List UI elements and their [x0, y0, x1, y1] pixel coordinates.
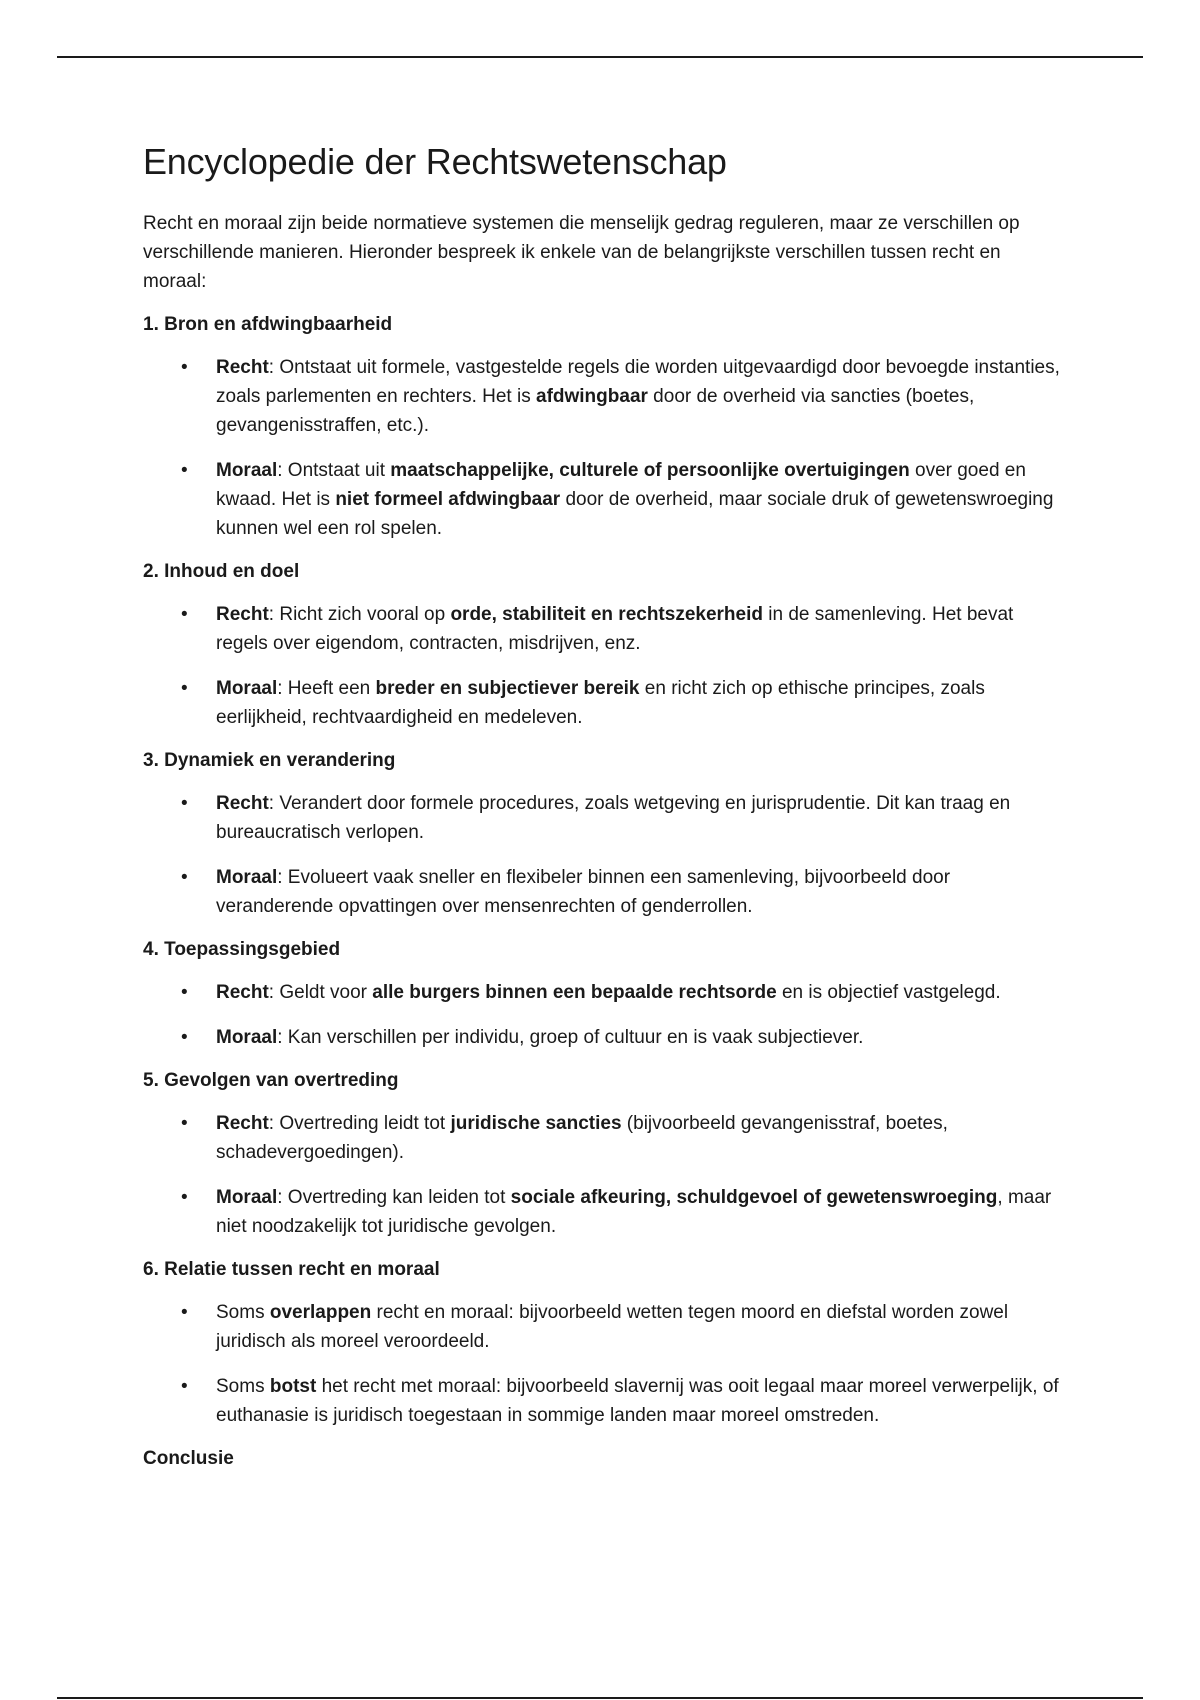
bullet-dot-icon: • — [181, 867, 188, 889]
bullet-dot-icon: • — [181, 1027, 188, 1049]
bottom-rule — [57, 1697, 1143, 1699]
list-item — [143, 1109, 1063, 1167]
section-heading: 4. Toepassingsgebied — [143, 939, 341, 961]
list-item — [143, 353, 1063, 440]
item-text: : Evolueert vaak sneller en flexibeler binnen een samenleving, bijvoorbeeld door veranderende opvattingen over mensenrechten of genderrollen. — [216, 867, 951, 918]
item-emphasis: orde, stabiliteit en rechtszekerheid — [450, 604, 763, 626]
item-lead-term: Moraal — [216, 460, 278, 482]
top-rule — [57, 56, 1143, 58]
item-text: en is objectief vastgelegd. — [776, 982, 1001, 1004]
list-item — [143, 674, 1063, 732]
item-lead-term: Recht — [216, 793, 269, 815]
item-text: : Ontstaat uit — [277, 460, 391, 482]
bullet-dot-icon: • — [181, 678, 188, 700]
item-lead-term: Moraal — [216, 867, 278, 889]
list-item — [143, 789, 1063, 847]
item-text: : Geldt voor — [268, 982, 373, 1004]
section-heading: 3. Dynamiek en verandering — [143, 750, 396, 772]
item-text: en richt zich op ethische principes, zoals eerlijkheid, rechtvaardigheid en medeleven. — [216, 678, 985, 729]
list-item — [143, 978, 1063, 1007]
item-text: in de samenleving. Het bevat regels over eigendom, contracten, misdrijven, enz. — [216, 604, 1014, 655]
item-text: door de overheid via sancties (boetes, gevangenisstraffen, etc.). — [216, 386, 975, 437]
bullet-dot-icon: • — [181, 604, 188, 626]
item-text: : Verandert door formele procedures, zoals wetgeving en jurisprudentie. Dit kan traag en bureaucratisch verlopen. — [216, 793, 1011, 844]
item-text: : Richt zich vooral op — [268, 604, 451, 626]
item-text: Soms — [216, 1302, 270, 1324]
item-lead-term: Recht — [216, 982, 269, 1004]
bullet-list — [143, 1109, 1063, 1241]
list-item — [143, 600, 1063, 658]
section-heading: 5. Gevolgen van overtreding — [143, 1070, 399, 1092]
list-item — [143, 1298, 1063, 1356]
item-emphasis: niet formeel afdwingbaar — [335, 489, 561, 511]
item-text: : Heeft een — [277, 678, 376, 700]
bullet-list — [143, 978, 1063, 1052]
item-text: recht en moraal: bijvoorbeeld wetten tegen moord en diefstal worden zowel juridisch als moreel veroordeeld. — [216, 1302, 1009, 1353]
document-title: Encyclopedie der Rechtswetenschap — [143, 141, 727, 182]
item-text: , maar niet noodzakelijk tot juridische gevolgen. — [216, 1187, 1052, 1238]
item-emphasis: juridische sancties — [450, 1113, 622, 1135]
bullet-dot-icon: • — [181, 982, 188, 1004]
item-emphasis: botst — [269, 1376, 317, 1398]
item-text: : Overtreding kan leiden tot — [277, 1187, 511, 1209]
item-text: : Kan verschillen per individu, groep of cultuur en is vaak subjectiever. — [277, 1027, 864, 1049]
intro-paragraph: Recht en moraal zijn beide normatieve systemen die menselijk gedrag reguleren, maar ze verschillen op verschillende manieren. Hieronder bespreek ik enkele van de belangrijkste verschillen tussen recht en moraal: — [143, 213, 1020, 293]
list-item — [143, 1372, 1063, 1430]
item-lead-term: Recht — [216, 357, 269, 379]
bullet-list — [143, 600, 1063, 732]
list-item — [143, 863, 1063, 921]
item-text: Soms — [216, 1376, 270, 1398]
item-lead-term: Recht — [216, 604, 269, 626]
bullet-dot-icon: • — [181, 1187, 188, 1209]
item-emphasis: sociale afkeuring, schuldgevoel of gewetenswroeging — [510, 1187, 998, 1209]
bullet-dot-icon: • — [181, 1113, 188, 1135]
item-emphasis: overlappen — [269, 1302, 372, 1324]
bullet-list — [143, 1298, 1063, 1430]
bullet-list — [143, 353, 1063, 543]
bullet-dot-icon: • — [181, 1302, 188, 1324]
item-text: over goed en kwaad. Het is — [216, 460, 1026, 511]
item-text: : Overtreding leidt tot — [268, 1113, 451, 1135]
conclusion-heading: Conclusie — [143, 1448, 234, 1470]
list-item — [143, 1183, 1063, 1241]
section-heading: 2. Inhoud en doel — [143, 561, 300, 583]
document-body — [143, 140, 1063, 1487]
list-item — [143, 1023, 1063, 1052]
item-lead-term: Recht — [216, 1113, 269, 1135]
item-text: : Ontstaat uit formele, vastgestelde regels die worden uitgevaardigd door bevoegde instanties, zoals parlementen en rechters. Het is — [216, 357, 1060, 408]
bullet-dot-icon: • — [181, 357, 188, 379]
item-emphasis: breder en subjectiever bereik — [375, 678, 640, 700]
bullet-list — [143, 789, 1063, 921]
bullet-dot-icon: • — [181, 460, 188, 482]
item-text: het recht met moraal: bijvoorbeeld slavernij was ooit legaal maar moreel verwerpelijk, of euthanasie is juridisch toegestaan in sommige landen maar moreel omstreden. — [216, 1376, 1059, 1427]
list-item — [143, 456, 1063, 543]
item-text: door de overheid, maar sociale druk of gewetenswroeging kunnen wel een rol spelen. — [216, 489, 1054, 540]
item-emphasis: maatschappelijke, culturele of persoonlijke overtuigingen — [390, 460, 910, 482]
item-emphasis: alle burgers binnen een bepaalde rechtsorde — [372, 982, 777, 1004]
bullet-dot-icon: • — [181, 1376, 188, 1398]
item-lead-term: Moraal — [216, 1187, 278, 1209]
bullet-dot-icon: • — [181, 793, 188, 815]
section-heading: 1. Bron en afdwingbaarheid — [143, 314, 393, 336]
item-lead-term: Moraal — [216, 1027, 278, 1049]
sections-container — [143, 310, 1063, 1430]
section-heading: 6. Relatie tussen recht en moraal — [143, 1259, 440, 1281]
item-text: (bijvoorbeeld gevangenisstraf, boetes, schadevergoedingen). — [216, 1113, 948, 1164]
item-lead-term: Moraal — [216, 678, 278, 700]
item-emphasis: afdwingbaar — [536, 386, 648, 408]
